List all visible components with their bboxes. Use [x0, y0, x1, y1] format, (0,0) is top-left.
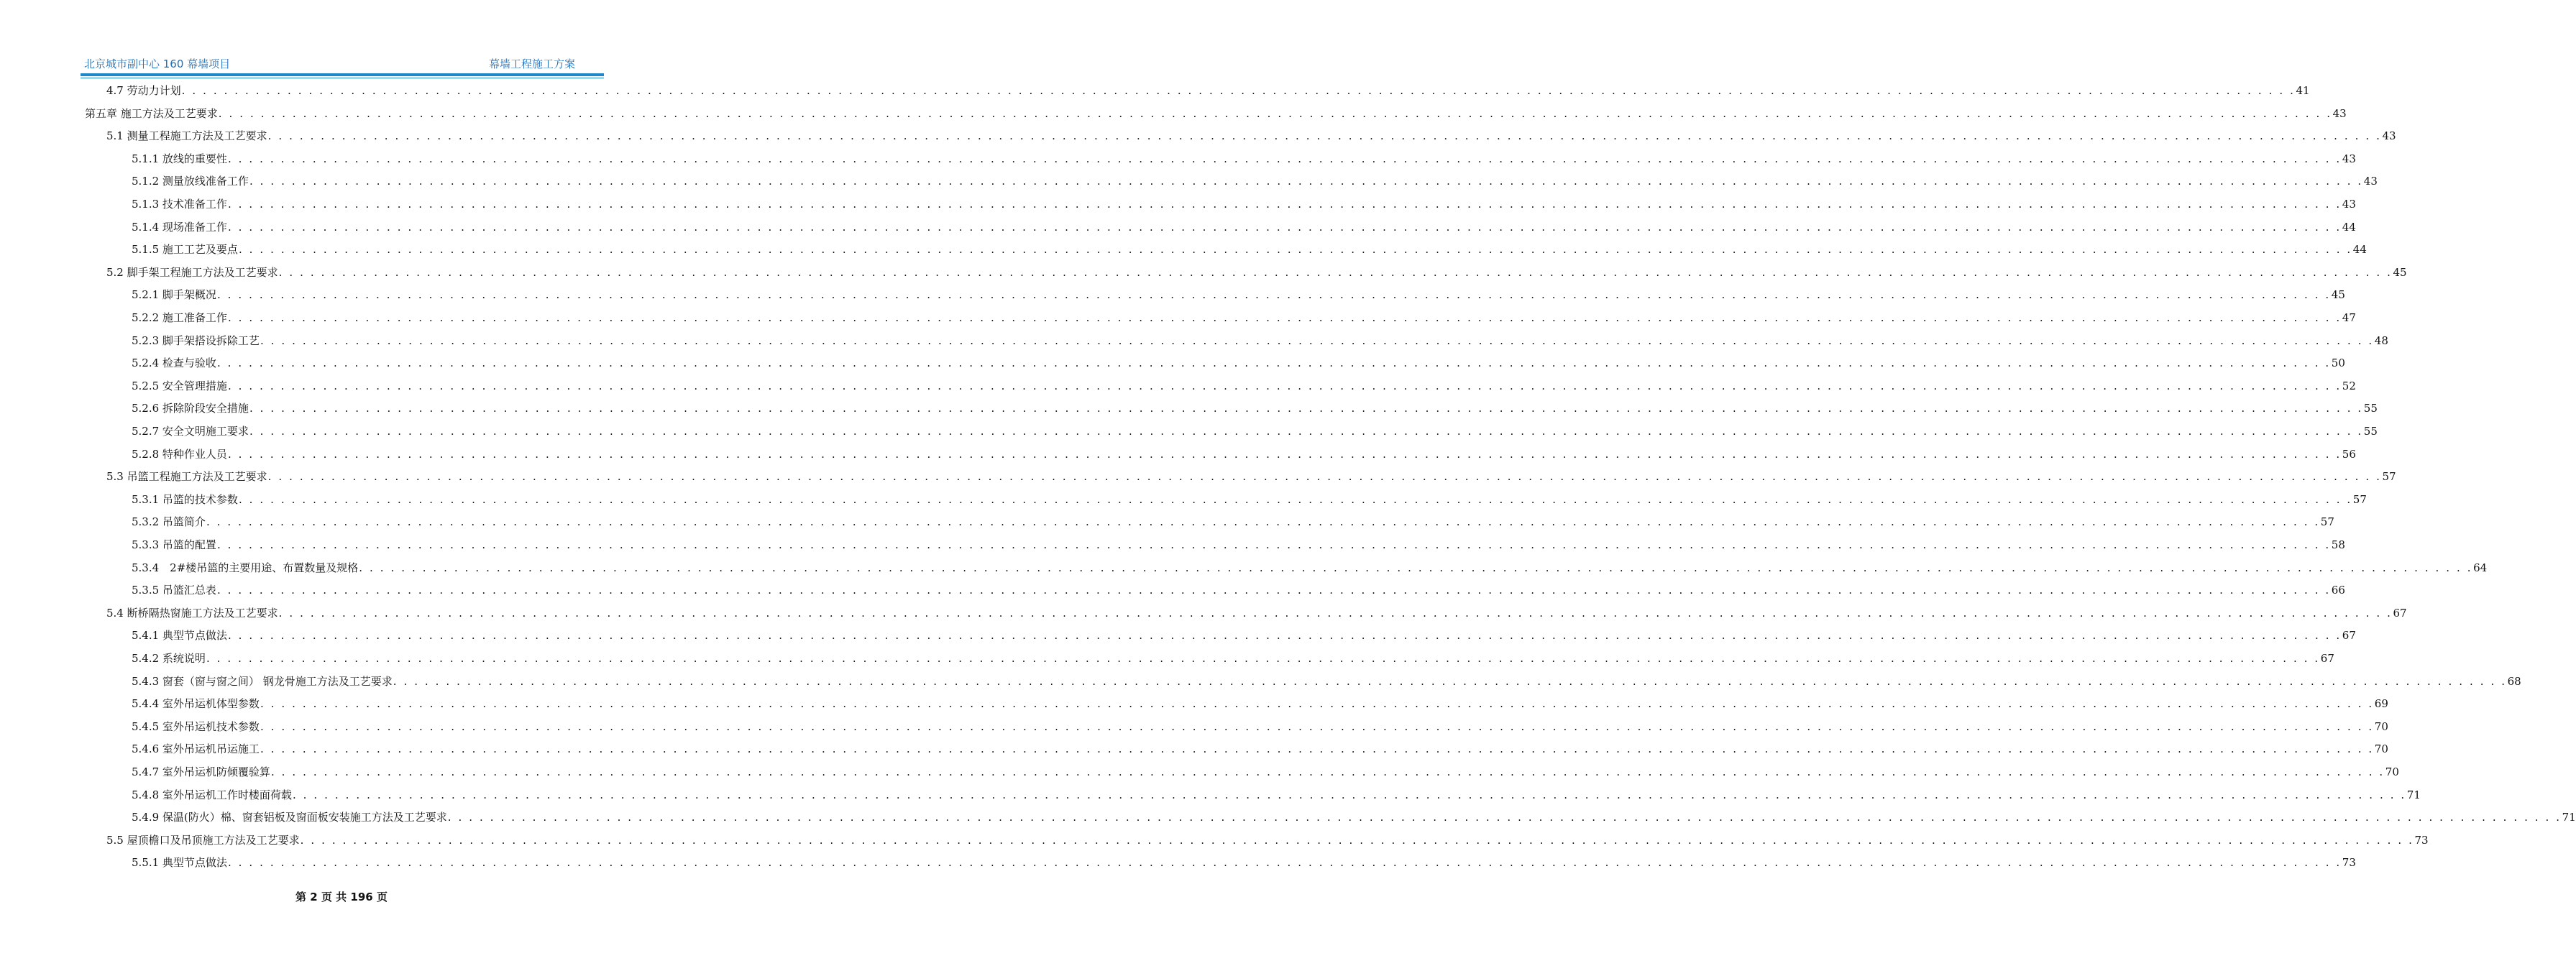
toc-entry-page-number: 67 — [2342, 629, 2356, 643]
toc-entry[interactable] — [132, 400, 2378, 417]
toc-entry[interactable] — [132, 581, 2345, 599]
toc-dot-leader: . . . . . . . . . . . . . . . . . . . . . . . . . . . . . . . . . . . . . . . . . . . . . . . . . . . . . . . . . . . . . . . . . . . . . . . . . . . . . . . . . . . . . . . . . . . . . . . . . . . . . . . . . . . . . . . . . . . . . . . . . . . . . . . . . . . . . . . . . . . . . . . . . . . . . . . . . . . . . . . . . . . . . . . . . . . . . . . . . . . . . . . . . . . . . . . . . . . . . . . . — [278, 265, 2393, 279]
toc-entry[interactable] — [132, 513, 2334, 530]
footer-suffix: 页 — [376, 891, 388, 903]
toc-entry[interactable] — [132, 286, 2345, 303]
toc-entry-page-number: 47 — [2342, 311, 2356, 324]
toc-dot-leader: . . . . . . . . . . . . . . . . . . . . . . . . . . . . . . . . . . . . . . . . . . . . . . . . . . . . . . . . . . . . . . . . . . . . . . . . . . . . . . . . . . . . . . . . . . . . . . . . . . . . . . . . . . . . . . . . . . . . . . . . . . . . . . . . . . . . . . . . . . . . . . . . . . . . . . . . . . . . . . . . . . . . . . . . . . . . . . . . . . . . . . . . . . . . . . . . . . . . . . . . — [218, 106, 2332, 120]
toc-entry-page-number: 57 — [2320, 515, 2334, 529]
toc-dot-leader: . . . . . . . . . . . . . . . . . . . . . . . . . . . . . . . . . . . . . . . . . . . . . . . . . . . . . . . . . . . . . . . . . . . . . . . . . . . . . . . . . . . . . . . . . . . . . . . . . . . . . . . . . . . . . . . . . . . . . . . . . . . . . . . . . . . . . . . . . . . . . . . . . . . . . . . . . . . . . . . . . . . . . . . . . . . . . . . . . . . . . . . . . . . . . . . . . . . . . . . . — [447, 811, 2562, 824]
toc-dot-leader: . . . . . . . . . . . . . . . . . . . . . . . . . . . . . . . . . . . . . . . . . . . . . . . . . . . . . . . . . . . . . . . . . . . . . . . . . . . . . . . . . . . . . . . . . . . . . . . . . . . . . . . . . . . . . . . . . . . . . . . . . . . . . . . . . . . . . . . . . . . . . . . . . . . . . . . . . . . . . . . . . . . . . . . . . . . . . . . . . . . . . . . . . . . . . . . . . . . . . . . . — [227, 311, 2342, 324]
toc-dot-leader: . . . . . . . . . . . . . . . . . . . . . . . . . . . . . . . . . . . . . . . . . . . . . . . . . . . . . . . . . . . . . . . . . . . . . . . . . . . . . . . . . . . . . . . . . . . . . . . . . . . . . . . . . . . . . . . . . . . . . . . . . . . . . . . . . . . . . . . . . . . . . . . . . . . . . . . . . . . . . . . . . . . . . . . . . . . . . . . . . . . . . . . . . . . . . . . . . . . . . . . . — [270, 765, 2385, 778]
toc-entry-page-number: 44 — [2342, 220, 2356, 234]
toc-dot-leader: . . . . . . . . . . . . . . . . . . . . . . . . . . . . . . . . . . . . . . . . . . . . . . . . . . . . . . . . . . . . . . . . . . . . . . . . . . . . . . . . . . . . . . . . . . . . . . . . . . . . . . . . . . . . . . . . . . . . . . . . . . . . . . . . . . . . . . . . . . . . . . . . . . . . . . . . . . . . . . . . . . . . . . . . . . . . . . . . . . . . . . . . . . . . . . . . . . . . . . . . — [393, 674, 2507, 688]
toc-entry[interactable] — [132, 332, 2388, 349]
toc-entry-title: 5.2.6 拆除阶段安全措施 — [132, 402, 249, 415]
toc-entry-page-number: 50 — [2331, 356, 2345, 370]
toc-entry-title: 5.4.5 室外吊运机技术参数 — [132, 719, 260, 733]
toc-dot-leader: . . . . . . . . . . . . . . . . . . . . . . . . . . . . . . . . . . . . . . . . . . . . . . . . . . . . . . . . . . . . . . . . . . . . . . . . . . . . . . . . . . . . . . . . . . . . . . . . . . . . . . . . . . . . . . . . . . . . . . . . . . . . . . . . . . . . . . . . . . . . . . . . . . . . . . . . . . . . . . . . . . . . . . . . . . . . . . . . . . . . . . . . . . . . . . . . . . . . . . . . — [227, 379, 2342, 392]
toc-dot-leader: . . . . . . . . . . . . . . . . . . . . . . . . . . . . . . . . . . . . . . . . . . . . . . . . . . . . . . . . . . . . . . . . . . . . . . . . . . . . . . . . . . . . . . . . . . . . . . . . . . . . . . . . . . . . . . . . . . . . . . . . . . . . . . . . . . . . . . . . . . . . . . . . . . . . . . . . . . . . . . . . . . . . . . . . . . . . . . . . . . . . . . . . . . . . . . . . . . . . . . . . — [227, 629, 2342, 643]
toc-entry[interactable] — [132, 172, 2378, 190]
toc-entry[interactable] — [132, 650, 2334, 667]
toc-entry-page-number: 58 — [2331, 538, 2345, 551]
toc-entry-title: 5.3.3 吊篮的配置 — [132, 538, 216, 551]
toc-dot-leader: . . . . . . . . . . . . . . . . . . . . . . . . . . . . . . . . . . . . . . . . . . . . . . . . . . . . . . . . . . . . . . . . . . . . . . . . . . . . . . . . . . . . . . . . . . . . . . . . . . . . . . . . . . . . . . . . . . . . . . . . . . . . . . . . . . . . . . . . . . . . . . . . . . . . . . . . . . . . . . . . . . . . . . . . . . . . . . . . . . . . . . . . . . . . . . . . . . . . . . . . — [238, 492, 2352, 506]
toc-entry-title: 5.4.4 室外吊运机体型参数 — [132, 697, 260, 711]
toc-entry-page-number: 57 — [2382, 470, 2396, 484]
toc-entry-title: 5.2.5 安全管理措施 — [132, 379, 227, 392]
toc-entry-title: 5.4.1 典型节点做法 — [132, 629, 227, 643]
toc-entry[interactable] — [106, 127, 2396, 144]
toc-dot-leader: . . . . . . . . . . . . . . . . . . . . . . . . . . . . . . . . . . . . . . . . . . . . . . . . . . . . . . . . . . . . . . . . . . . . . . . . . . . . . . . . . . . . . . . . . . . . . . . . . . . . . . . . . . . . . . . . . . . . . . . . . . . . . . . . . . . . . . . . . . . . . . . . . . . . . . . . . . . . . . . . . . . . . . . . . . . . . . . . . . . . . . . . . . . . . . . . . . . . . . . . — [249, 175, 2363, 188]
toc-entry-title: 5.3 吊篮工程施工方法及工艺要求 — [106, 470, 267, 484]
toc-entry-title: 5.4.7 室外吊运机防倾覆验算 — [132, 765, 270, 778]
toc-entry-page-number: 64 — [2473, 561, 2488, 574]
toc-entry-title: 5.1.4 现场准备工作 — [132, 220, 227, 234]
toc-dot-leader: . . . . . . . . . . . . . . . . . . . . . . . . . . . . . . . . . . . . . . . . . . . . . . . . . . . . . . . . . . . . . . . . . . . . . . . . . . . . . . . . . . . . . . . . . . . . . . . . . . . . . . . . . . . . . . . . . . . . . . . . . . . . . . . . . . . . . . . . . . . . . . . . . . . . . . . . . . . . . . . . . . . . . . . . . . . . . . . . . . . . . . . . . . . . . . . . . . . . . . . . — [359, 561, 2473, 574]
toc-entry-title: 5.2 脚手架工程施工方法及工艺要求 — [106, 265, 278, 279]
toc-entry[interactable] — [132, 854, 2356, 871]
toc-entry-title: 5.3.5 吊篮汇总表 — [132, 584, 216, 597]
header-rule-thick — [81, 73, 604, 76]
toc-entry-page-number: 73 — [2414, 833, 2429, 847]
toc-entry[interactable] — [132, 718, 2388, 735]
toc-entry-page-number: 52 — [2342, 379, 2356, 392]
toc-entry-page-number: 43 — [2342, 198, 2356, 211]
toc-entry-title: 5.1.3 技术准备工作 — [132, 198, 227, 211]
header-document-title: 幕墙工程施工方案 — [488, 58, 575, 70]
toc-entry[interactable] — [132, 150, 2356, 167]
toc-entry[interactable] — [106, 82, 2310, 99]
toc-entry[interactable] — [132, 354, 2345, 372]
toc-entry-page-number: 56 — [2342, 447, 2356, 461]
toc-entry-title: 5.5 屋顶檐口及吊顶施工方法及工艺要求 — [106, 833, 300, 847]
toc-dot-leader: . . . . . . . . . . . . . . . . . . . . . . . . . . . . . . . . . . . . . . . . . . . . . . . . . . . . . . . . . . . . . . . . . . . . . . . . . . . . . . . . . . . . . . . . . . . . . . . . . . . . . . . . . . . . . . . . . . . . . . . . . . . . . . . . . . . . . . . . . . . . . . . . . . . . . . . . . . . . . . . . . . . . . . . . . . . . . . . . . . . . . . . . . . . . . . . . . . . . . . . . — [206, 652, 2320, 665]
toc-dot-leader: . . . . . . . . . . . . . . . . . . . . . . . . . . . . . . . . . . . . . . . . . . . . . . . . . . . . . . . . . . . . . . . . . . . . . . . . . . . . . . . . . . . . . . . . . . . . . . . . . . . . . . . . . . . . . . . . . . . . . . . . . . . . . . . . . . . . . . . . . . . . . . . . . . . . . . . . . . . . . . . . . . . . . . . . . . . . . . . . . . . . . . . . . . . . . . . . . . . . . . . . — [249, 425, 2363, 438]
toc-entry-title: 第五章 施工方法及工艺要求 — [85, 106, 218, 120]
toc-entry[interactable] — [132, 627, 2356, 644]
toc-dot-leader: . . . . . . . . . . . . . . . . . . . . . . . . . . . . . . . . . . . . . . . . . . . . . . . . . . . . . . . . . . . . . . . . . . . . . . . . . . . . . . . . . . . . . . . . . . . . . . . . . . . . . . . . . . . . . . . . . . . . . . . . . . . . . . . . . . . . . . . . . . . . . . . . . . . . . . . . . . . . . . . . . . . . . . . . . . . . . . . . . . . . . . . . . . . . . . . . . . . . . . . . — [216, 356, 2331, 370]
toc-entry-page-number: 68 — [2507, 674, 2521, 688]
toc-entry-page-number: 43 — [2342, 152, 2356, 165]
toc-entry-page-number: 44 — [2352, 243, 2367, 257]
toc-entry-page-number: 45 — [2331, 288, 2345, 302]
toc-entry-title: 5.1.1 放线的重要性 — [132, 152, 227, 165]
toc-dot-leader: . . . . . . . . . . . . . . . . . . . . . . . . . . . . . . . . . . . . . . . . . . . . . . . . . . . . . . . . . . . . . . . . . . . . . . . . . . . . . . . . . . . . . . . . . . . . . . . . . . . . . . . . . . . . . . . . . . . . . . . . . . . . . . . . . . . . . . . . . . . . . . . . . . . . . . . . . . . . . . . . . . . . . . . . . . . . . . . . . . . . . . . . . . . . . . . . . . . . . . . . — [260, 334, 2374, 347]
toc-entry[interactable] — [132, 423, 2378, 440]
toc-entry-page-number: 48 — [2374, 334, 2388, 347]
toc-entry-page-number: 45 — [2393, 265, 2407, 279]
toc-dot-leader: . . . . . . . . . . . . . . . . . . . . . . . . . . . . . . . . . . . . . . . . . . . . . . . . . . . . . . . . . . . . . . . . . . . . . . . . . . . . . . . . . . . . . . . . . . . . . . . . . . . . . . . . . . . . . . . . . . . . . . . . . . . . . . . . . . . . . . . . . . . . . . . . . . . . . . . . . . . . . . . . . . . . . . . . . . . . . . . . . . . . . . . . . . . . . . . . . . . . . . . . — [249, 402, 2363, 415]
toc-entry-page-number: 71 — [2406, 788, 2421, 801]
toc-entry-title: 5.3.2 吊篮简介 — [132, 515, 206, 529]
toc-dot-leader: . . . . . . . . . . . . . . . . . . . . . . . . . . . . . . . . . . . . . . . . . . . . . . . . . . . . . . . . . . . . . . . . . . . . . . . . . . . . . . . . . . . . . . . . . . . . . . . . . . . . . . . . . . . . . . . . . . . . . . . . . . . . . . . . . . . . . . . . . . . . . . . . . . . . . . . . . . . . . . . . . . . . . . . . . . . . . . . . . . . . . . . . . . . . . . . . . . . . . . . . — [206, 515, 2320, 529]
toc-entry-page-number: 55 — [2363, 402, 2378, 415]
toc-entry-title: 5.3.4 2#楼吊篮的主要用途、布置数量及规格 — [132, 561, 359, 574]
footer-current-page: 2 — [310, 891, 318, 903]
toc-entry[interactable] — [132, 446, 2356, 463]
toc-entry-title: 5.4.8 室外吊运机工作时楼面荷载 — [132, 788, 292, 801]
toc-entry-title: 5.4.6 室外吊运机吊运施工 — [132, 742, 260, 756]
toc-dot-leader: . . . . . . . . . . . . . . . . . . . . . . . . . . . . . . . . . . . . . . . . . . . . . . . . . . . . . . . . . . . . . . . . . . . . . . . . . . . . . . . . . . . . . . . . . . . . . . . . . . . . . . . . . . . . . . . . . . . . . . . . . . . . . . . . . . . . . . . . . . . . . . . . . . . . . . . . . . . . . . . . . . . . . . . . . . . . . . . . . . . . . . . . . . . . . . . . . . . . . . . . — [216, 538, 2331, 551]
toc-entry[interactable] — [132, 740, 2388, 758]
toc-entry-title: 5.4.3 窗套（窗与窗之间） 钢龙骨施工方法及工艺要求 — [132, 674, 393, 688]
page-footer — [0, 889, 683, 904]
toc-dot-leader: . . . . . . . . . . . . . . . . . . . . . . . . . . . . . . . . . . . . . . . . . . . . . . . . . . . . . . . . . . . . . . . . . . . . . . . . . . . . . . . . . . . . . . . . . . . . . . . . . . . . . . . . . . . . . . . . . . . . . . . . . . . . . . . . . . . . . . . . . . . . . . . . . . . . . . . . . . . . . . . . . . . . . . . . . . . . . . . . . . . . . . . . . . . . . . . . . . . . . . . . — [278, 606, 2393, 620]
toc-entry-title: 5.4.9 保温(防火）棉、窗套铝板及窗面板安装施工方法及工艺要求 — [132, 811, 447, 824]
toc-entry[interactable] — [132, 309, 2356, 326]
toc-entry-page-number: 55 — [2363, 425, 2378, 438]
toc-dot-leader: . . . . . . . . . . . . . . . . . . . . . . . . . . . . . . . . . . . . . . . . . . . . . . . . . . . . . . . . . . . . . . . . . . . . . . . . . . . . . . . . . . . . . . . . . . . . . . . . . . . . . . . . . . . . . . . . . . . . . . . . . . . . . . . . . . . . . . . . . . . . . . . . . . . . . . . . . . . . . . . . . . . . . . . . . . . . . . . . . . . . . . . . . . . . . . . . . . . . . . . . — [260, 697, 2374, 711]
toc-entry[interactable] — [132, 196, 2356, 213]
toc-entry-title: 5.3.1 吊篮的技术参数 — [132, 492, 238, 506]
toc-entry[interactable] — [106, 264, 2407, 281]
toc-entry-page-number: 67 — [2393, 606, 2407, 620]
toc-entry-title: 5.2.7 安全文明施工要求 — [132, 425, 249, 438]
toc-entry-page-number: 67 — [2320, 652, 2334, 665]
toc-dot-leader: . . . . . . . . . . . . . . . . . . . . . . . . . . . . . . . . . . . . . . . . . . . . . . . . . . . . . . . . . . . . . . . . . . . . . . . . . . . . . . . . . . . . . . . . . . . . . . . . . . . . . . . . . . . . . . . . . . . . . . . . . . . . . . . . . . . . . . . . . . . . . . . . . . . . . . . . . . . . . . . . . . . . . . . . . . . . . . . . . . . . . . . . . . . . . . . . . . . . . . . . — [292, 788, 2406, 801]
toc-entry-title: 5.2.8 特种作业人员 — [132, 447, 227, 461]
toc-entry-page-number: 66 — [2331, 584, 2345, 597]
toc-entry[interactable] — [132, 559, 2488, 576]
footer-middle: 页 共 — [321, 891, 347, 903]
toc-dot-leader: . . . . . . . . . . . . . . . . . . . . . . . . . . . . . . . . . . . . . . . . . . . . . . . . . . . . . . . . . . . . . . . . . . . . . . . . . . . . . . . . . . . . . . . . . . . . . . . . . . . . . . . . . . . . . . . . . . . . . . . . . . . . . . . . . . . . . . . . . . . . . . . . . . . . . . . . . . . . . . . . . . . . . . . . . . . . . . . . . . . . . . . . . . . . . . . . . . . . . . . . — [216, 584, 2331, 597]
toc-entry[interactable] — [132, 763, 2399, 781]
toc-entry-title: 5.4 断桥隔热窗施工方法及工艺要求 — [106, 606, 278, 620]
toc-entry[interactable] — [132, 218, 2356, 236]
toc-entry[interactable] — [132, 673, 2521, 690]
toc-entry[interactable] — [85, 105, 2347, 122]
toc-entry[interactable] — [106, 832, 2429, 849]
toc-entry-page-number: 71 — [2562, 811, 2576, 824]
toc-entry-title: 5.2.3 脚手架搭设拆除工艺 — [132, 334, 260, 347]
page-header — [83, 56, 604, 72]
toc-entry-title: 5.2.1 脚手架概况 — [132, 288, 216, 302]
toc-entry-page-number: 70 — [2374, 719, 2388, 733]
toc-dot-leader: . . . . . . . . . . . . . . . . . . . . . . . . . . . . . . . . . . . . . . . . . . . . . . . . . . . . . . . . . . . . . . . . . . . . . . . . . . . . . . . . . . . . . . . . . . . . . . . . . . . . . . . . . . . . . . . . . . . . . . . . . . . . . . . . . . . . . . . . . . . . . . . . . . . . . . . . . . . . . . . . . . . . . . . . . . . . . . . . . . . . . . . . . . . . . . . . . . . . . . . . — [227, 152, 2342, 165]
toc-dot-leader: . . . . . . . . . . . . . . . . . . . . . . . . . . . . . . . . . . . . . . . . . . . . . . . . . . . . . . . . . . . . . . . . . . . . . . . . . . . . . . . . . . . . . . . . . . . . . . . . . . . . . . . . . . . . . . . . . . . . . . . . . . . . . . . . . . . . . . . . . . . . . . . . . . . . . . . . . . . . . . . . . . . . . . . . . . . . . . . . . . . . . . . . . . . . . . . . . . . . . . . . — [227, 198, 2342, 211]
toc-entry-title: 4.7 劳动力计划 — [106, 84, 181, 97]
toc-entry-title: 5.5.1 典型节点做法 — [132, 856, 227, 870]
toc-entry-title: 5.1.5 施工工艺及要点 — [132, 243, 238, 257]
toc-entry[interactable] — [132, 377, 2356, 395]
toc-dot-leader: . . . . . . . . . . . . . . . . . . . . . . . . . . . . . . . . . . . . . . . . . . . . . . . . . . . . . . . . . . . . . . . . . . . . . . . . . . . . . . . . . . . . . . . . . . . . . . . . . . . . . . . . . . . . . . . . . . . . . . . . . . . . . . . . . . . . . . . . . . . . . . . . . . . . . . . . . . . . . . . . . . . . . . . . . . . . . . . . . . . . . . . . . . . . . . . . . . . . . . . . — [238, 243, 2352, 257]
toc-entry[interactable] — [132, 786, 2421, 804]
toc-entry[interactable] — [132, 491, 2367, 508]
toc-entry-page-number: 43 — [2382, 129, 2396, 143]
toc-dot-leader: . . . . . . . . . . . . . . . . . . . . . . . . . . . . . . . . . . . . . . . . . . . . . . . . . . . . . . . . . . . . . . . . . . . . . . . . . . . . . . . . . . . . . . . . . . . . . . . . . . . . . . . . . . . . . . . . . . . . . . . . . . . . . . . . . . . . . . . . . . . . . . . . . . . . . . . . . . . . . . . . . . . . . . . . . . . . . . . . . . . . . . . . . . . . . . . . . . . . . . . . — [227, 447, 2342, 461]
toc-entry-title: 5.1 测量工程施工方法及工艺要求 — [106, 129, 267, 143]
toc-dot-leader: . . . . . . . . . . . . . . . . . . . . . . . . . . . . . . . . . . . . . . . . . . . . . . . . . . . . . . . . . . . . . . . . . . . . . . . . . . . . . . . . . . . . . . . . . . . . . . . . . . . . . . . . . . . . . . . . . . . . . . . . . . . . . . . . . . . . . . . . . . . . . . . . . . . . . . . . . . . . . . . . . . . . . . . . . . . . . . . . . . . . . . . . . . . . . . . . . . . . . . . . — [300, 833, 2414, 847]
footer-total-pages: 196 — [350, 891, 373, 903]
footer-prefix: 第 — [295, 891, 307, 903]
toc-entry-page-number: 70 — [2385, 765, 2399, 778]
toc-entry-page-number: 43 — [2332, 106, 2347, 120]
toc-entry-title: 5.1.2 测量放线准备工作 — [132, 175, 249, 188]
toc-dot-leader: . . . . . . . . . . . . . . . . . . . . . . . . . . . . . . . . . . . . . . . . . . . . . . . . . . . . . . . . . . . . . . . . . . . . . . . . . . . . . . . . . . . . . . . . . . . . . . . . . . . . . . . . . . . . . . . . . . . . . . . . . . . . . . . . . . . . . . . . . . . . . . . . . . . . . . . . . . . . . . . . . . . . . . . . . . . . . . . . . . . . . . . . . . . . . . . . . . . . . . . . — [267, 470, 2382, 484]
header-project-name: 北京城市副中心 160 幕墙项目 — [84, 58, 231, 70]
toc-entry[interactable] — [132, 809, 2576, 826]
toc-dot-leader: . . . . . . . . . . . . . . . . . . . . . . . . . . . . . . . . . . . . . . . . . . . . . . . . . . . . . . . . . . . . . . . . . . . . . . . . . . . . . . . . . . . . . . . . . . . . . . . . . . . . . . . . . . . . . . . . . . . . . . . . . . . . . . . . . . . . . . . . . . . . . . . . . . . . . . . . . . . . . . . . . . . . . . . . . . . . . . . . . . . . . . . . . . . . . . . . . . . . . . . . — [227, 220, 2342, 234]
toc-entry[interactable] — [132, 536, 2345, 553]
toc-dot-leader: . . . . . . . . . . . . . . . . . . . . . . . . . . . . . . . . . . . . . . . . . . . . . . . . . . . . . . . . . . . . . . . . . . . . . . . . . . . . . . . . . . . . . . . . . . . . . . . . . . . . . . . . . . . . . . . . . . . . . . . . . . . . . . . . . . . . . . . . . . . . . . . . . . . . . . . . . . . . . . . . . . . . . . . . . . . . . . . . . . . . . . . . . . . . . . . . . . . . . . . . — [267, 129, 2382, 143]
toc-entry[interactable] — [106, 604, 2407, 622]
toc-entry-title: 5.4.2 系统说明 — [132, 652, 206, 665]
toc-entry[interactable] — [106, 468, 2396, 485]
toc-entry-page-number: 70 — [2374, 742, 2388, 756]
toc-dot-leader: . . . . . . . . . . . . . . . . . . . . . . . . . . . . . . . . . . . . . . . . . . . . . . . . . . . . . . . . . . . . . . . . . . . . . . . . . . . . . . . . . . . . . . . . . . . . . . . . . . . . . . . . . . . . . . . . . . . . . . . . . . . . . . . . . . . . . . . . . . . . . . . . . . . . . . . . . . . . . . . . . . . . . . . . . . . . . . . . . . . . . . . . . . . . . . . . . . . . . . . . — [181, 84, 2296, 97]
toc-entry[interactable] — [132, 241, 2367, 258]
toc-entry-page-number: 69 — [2374, 697, 2388, 711]
toc-entry-page-number: 43 — [2363, 175, 2378, 188]
toc-entry-title: 5.2.4 检查与验收 — [132, 356, 216, 370]
toc-dot-leader: . . . . . . . . . . . . . . . . . . . . . . . . . . . . . . . . . . . . . . . . . . . . . . . . . . . . . . . . . . . . . . . . . . . . . . . . . . . . . . . . . . . . . . . . . . . . . . . . . . . . . . . . . . . . . . . . . . . . . . . . . . . . . . . . . . . . . . . . . . . . . . . . . . . . . . . . . . . . . . . . . . . . . . . . . . . . . . . . . . . . . . . . . . . . . . . . . . . . . . . . — [216, 288, 2331, 302]
toc-entry[interactable] — [132, 695, 2388, 712]
toc-entry-page-number: 57 — [2352, 492, 2367, 506]
toc-entry-page-number: 73 — [2342, 856, 2356, 870]
toc-dot-leader: . . . . . . . . . . . . . . . . . . . . . . . . . . . . . . . . . . . . . . . . . . . . . . . . . . . . . . . . . . . . . . . . . . . . . . . . . . . . . . . . . . . . . . . . . . . . . . . . . . . . . . . . . . . . . . . . . . . . . . . . . . . . . . . . . . . . . . . . . . . . . . . . . . . . . . . . . . . . . . . . . . . . . . . . . . . . . . . . . . . . . . . . . . . . . . . . . . . . . . . . — [260, 742, 2374, 756]
toc-entry-title: 5.2.2 施工准备工作 — [132, 311, 227, 324]
toc-dot-leader: . . . . . . . . . . . . . . . . . . . . . . . . . . . . . . . . . . . . . . . . . . . . . . . . . . . . . . . . . . . . . . . . . . . . . . . . . . . . . . . . . . . . . . . . . . . . . . . . . . . . . . . . . . . . . . . . . . . . . . . . . . . . . . . . . . . . . . . . . . . . . . . . . . . . . . . . . . . . . . . . . . . . . . . . . . . . . . . . . . . . . . . . . . . . . . . . . . . . . . . . — [227, 856, 2342, 870]
toc-dot-leader: . . . . . . . . . . . . . . . . . . . . . . . . . . . . . . . . . . . . . . . . . . . . . . . . . . . . . . . . . . . . . . . . . . . . . . . . . . . . . . . . . . . . . . . . . . . . . . . . . . . . . . . . . . . . . . . . . . . . . . . . . . . . . . . . . . . . . . . . . . . . . . . . . . . . . . . . . . . . . . . . . . . . . . . . . . . . . . . . . . . . . . . . . . . . . . . . . . . . . . . . — [260, 719, 2374, 733]
toc-entry-page-number: 41 — [2296, 84, 2310, 97]
